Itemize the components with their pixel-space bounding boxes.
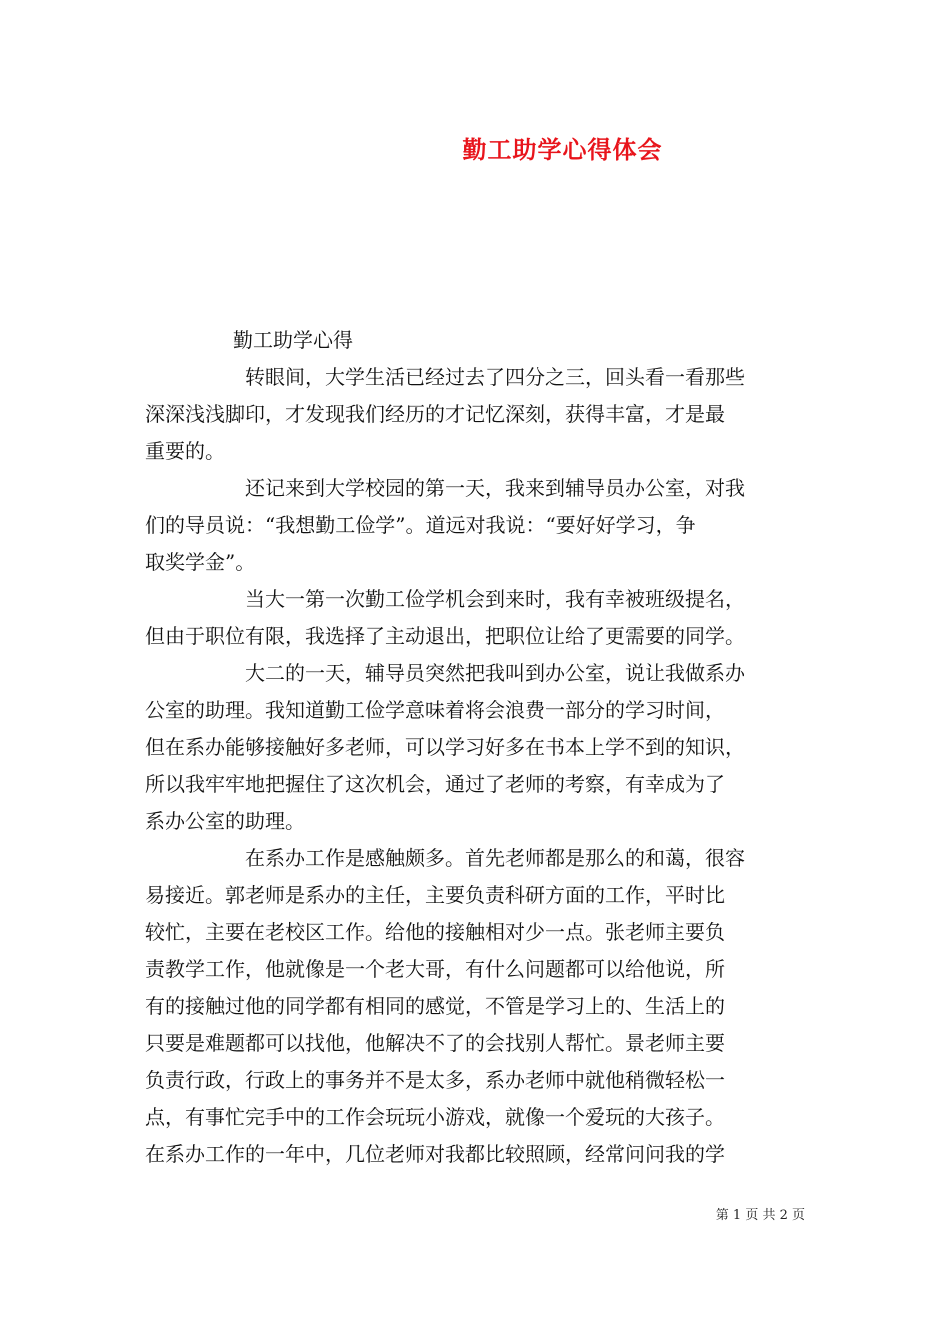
paragraph-line: 深深浅浅脚印，才发现我们经历的才记忆深刻，获得丰富，才是最 <box>145 402 725 426</box>
paragraph <box>145 359 805 470</box>
paragraph-line: 负责行政，行政上的事务并不是太多，系办老师中就他稍微轻松一 <box>145 1068 725 1092</box>
paragraph-line: 转眼间，大学生活已经过去了四分之三，回头看一看那些 <box>245 365 745 389</box>
paragraph-line: 点，有事忙完手中的工作会玩玩小游戏，就像一个爱玩的大孩子。 <box>145 1105 725 1129</box>
paragraph <box>145 470 805 581</box>
paragraph-line: 在系办工作是感触颇多。首先老师都是那么的和蔼，很容 <box>245 846 745 870</box>
paragraph-line: 重要的。 <box>145 439 225 463</box>
paragraph-line: 还记来到大学校园的第一天，我来到辅导员办公室，对我 <box>245 476 745 500</box>
paragraph-line: 公室的助理。我知道勤工俭学意味着将会浪费一部分的学习时间， <box>145 698 725 722</box>
paragraph-line: 当大一第一次勤工俭学机会到来时，我有幸被班级提名， <box>245 587 745 611</box>
paragraph-line: 们的导员说：“我想勤工俭学”。道远对我说：“要好好学习，争 <box>145 513 696 537</box>
paragraph-line: 易接近。郭老师是系办的主任，主要负责科研方面的工作，平时比 <box>145 883 725 907</box>
paragraph-line: 大二的一天，辅导员突然把我叫到办公室，说让我做系办 <box>245 661 745 685</box>
paragraph <box>145 655 805 840</box>
paragraph-line: 有的接触过他的同学都有相同的感觉，不管是学习上的、生活上的 <box>145 994 725 1018</box>
paragraph <box>145 581 805 655</box>
document-title: 勤工助学心得体会 <box>462 135 663 164</box>
paragraph-line: 取奖学金”。 <box>145 550 256 574</box>
paragraph-line: 但在系办能够接触好多老师，可以学习好多在书本上学不到的知识， <box>145 735 745 759</box>
document-subtitle: 勤工助学心得 <box>233 328 353 352</box>
paragraph-line: 所以我牢牢地把握住了这次机会，通过了老师的考察，有幸成为了 <box>145 772 725 796</box>
page-footer: 第 1 页 共 2 页 <box>715 1208 805 1223</box>
document-body <box>145 322 805 1173</box>
paragraph-line: 但由于职位有限，我选择了主动退出，把职位让给了更需要的同学。 <box>145 624 745 648</box>
paragraph-line: 责教学工作，他就像是一个老大哥，有什么问题都可以给他说，所 <box>145 957 725 981</box>
paragraph <box>145 840 805 1173</box>
paragraph-line: 只要是难题都可以找他，他解决不了的会找别人帮忙。景老师主要 <box>145 1031 725 1055</box>
paragraph-line: 在系办工作的一年中，几位老师对我都比较照顾，经常问问我的学 <box>145 1142 725 1166</box>
paragraph-line: 系办公室的助理。 <box>145 809 305 833</box>
paragraph-line: 较忙，主要在老校区工作。给他的接触相对少一点。张老师主要负 <box>145 920 725 944</box>
